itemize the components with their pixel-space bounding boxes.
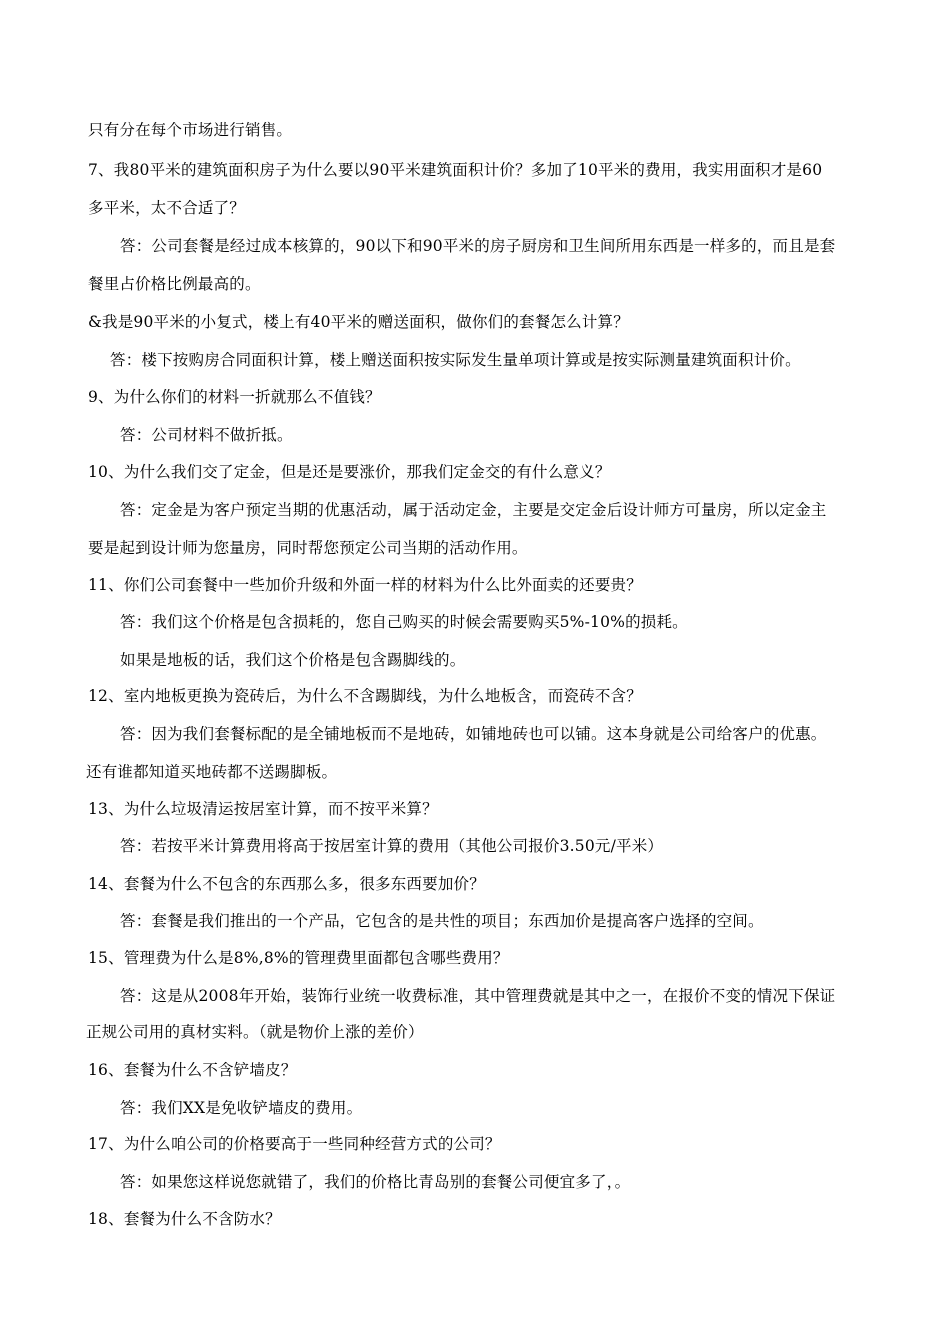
question-7: 7、我80平米的建筑面积房子为什么要以90平米建筑面积计价？多加了10平米的费用，我实用面积才是60 — [88, 161, 823, 179]
question-18: 18、套餐为什么不含防水？ — [88, 1210, 281, 1228]
text-line: 正规公司用的真材实料。（就是物价上涨的差价） — [86, 1023, 424, 1041]
question-13: 13、为什么垃圾清运按居室计算，而不按平米算？ — [88, 800, 438, 818]
question-10: 10、为什么我们交了定金，但是还是要涨价，那我们定金交的有什么意义？ — [88, 463, 611, 481]
answer-10: 答：定金是为客户预定当期的优惠活动，属于活动定金，主要是交定金后设计师方可量房，所以定金主 — [120, 501, 827, 519]
question-14: 14、套餐为什么不包含的东西那么多，很多东西要加价？ — [88, 875, 485, 893]
answer-17: 答：如果您这样说您就错了，我们的价格比青岛别的套餐公司便宜多了，。 — [120, 1173, 631, 1191]
text-line: 还有谁都知道买地砖都不送踢脚板。 — [86, 763, 338, 781]
answer-13: 答：若按平米计算费用将高于按居室计算的费用（其他公司报价3.50元/平米） — [120, 837, 664, 855]
question-17: 17、为什么咱公司的价格要高于一些同种经营方式的公司？ — [88, 1135, 501, 1153]
text-line: 如果是地板的话，我们这个价格是包含踢脚线的。 — [120, 651, 466, 669]
question-16: 16、套餐为什么不含铲墙皮？ — [88, 1061, 297, 1079]
question-12: 12、室内地板更换为瓷砖后，为什么不含踢脚线，为什么地板含，而瓷砖不含？ — [88, 687, 642, 705]
answer-7: 答：公司套餐是经过成本核算的，90以下和90平米的房子厨房和卫生间所用东西是一样多的，而且是套 — [120, 237, 836, 255]
answer-8: 答：楼下按购房合同面积计算，楼上赠送面积按实际发生量单项计算或是按实际测量建筑面积计价。 — [110, 351, 801, 369]
answer-16: 答：我们XX是免收铲墙皮的费用。 — [120, 1099, 363, 1117]
answer-9: 答：公司材料不做折抵。 — [120, 426, 293, 444]
text-line: 餐里占价格比例最高的。 — [88, 275, 261, 293]
answer-15: 答：这是从2008年开始，装饰行业统一收费标准，其中管理费就是其中之一，在报价不变的情况下保证 — [120, 987, 836, 1005]
text-line: 只有分在每个市场进行销售。 — [88, 121, 293, 139]
text-line: 要是起到设计师为您量房，同时帮您预定公司当期的活动作用。 — [88, 539, 528, 557]
question-8: &我是90平米的小复式，楼上有40平米的赠送面积，做你们的套餐怎么计算？ — [88, 313, 629, 331]
answer-12: 答：因为我们套餐标配的是全铺地板而不是地砖，如铺地砖也可以铺。这本身就是公司给客户的优惠。 — [120, 725, 827, 743]
question-11: 11、你们公司套餐中一些加价升级和外面一样的材料为什么比外面卖的还要贵？ — [88, 576, 642, 594]
answer-14: 答：套餐是我们推出的一个产品，它包含的是共性的项目；东西加价是提高客户选择的空间。 — [120, 912, 764, 930]
text-line: 多平米，太不合适了？ — [88, 199, 246, 217]
question-9: 9、为什么你们的材料一折就那么不值钱？ — [88, 388, 381, 406]
answer-11: 答：我们这个价格是包含损耗的，您自己购买的时候会需要购买5%-10%的损耗。 — [120, 613, 688, 631]
question-15: 15、管理费为什么是8%,8%的管理费里面都包含哪些费用？ — [88, 949, 509, 967]
